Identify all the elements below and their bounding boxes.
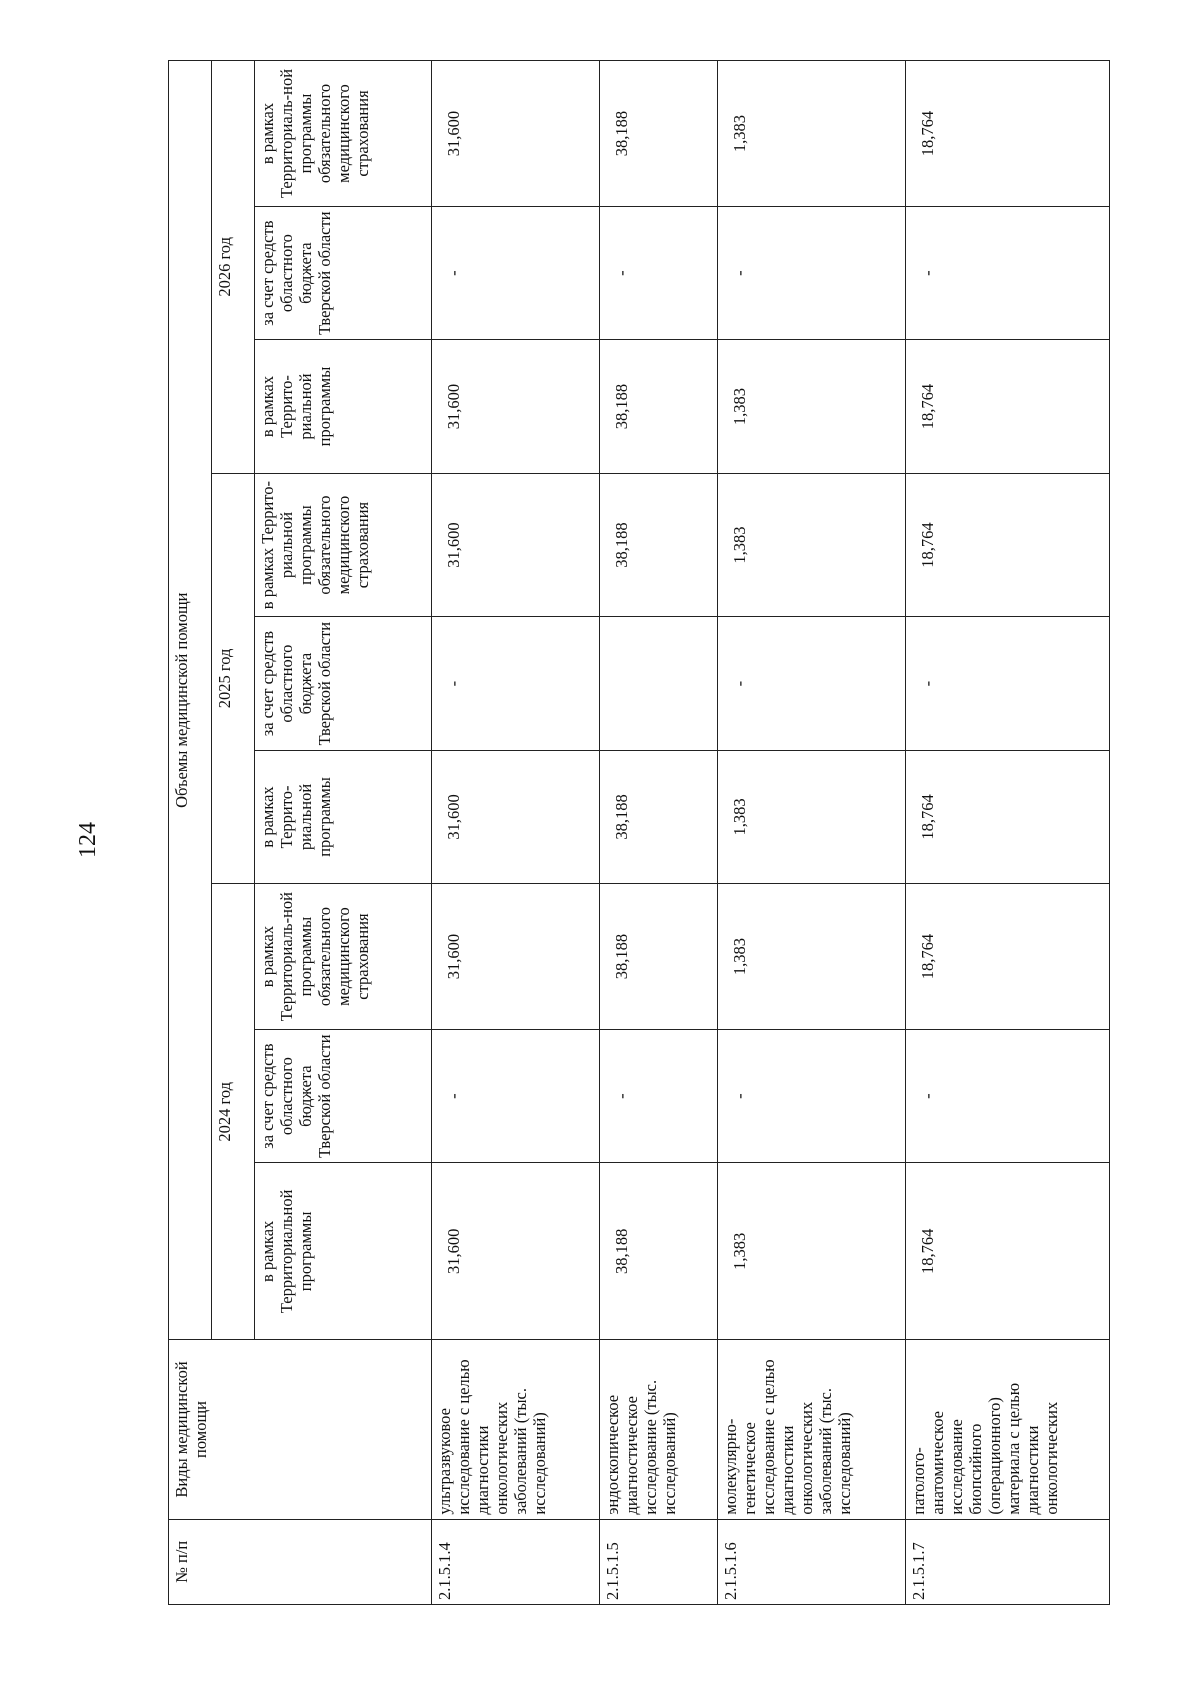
table-row xyxy=(906,61,1110,1605)
value-cell: - xyxy=(718,1029,906,1162)
value-cell: 1,383 xyxy=(718,1163,906,1340)
table-row xyxy=(432,61,600,1605)
value-cell: - xyxy=(432,206,600,339)
header-sub: в рамках Территориаль-ной программы обязательного медицинского страхования xyxy=(255,61,432,207)
value-cell: 1,383 xyxy=(718,340,906,473)
value-cell: 31,600 xyxy=(432,473,600,617)
row-name: эндоскопическое диагностическое исследование (тыс. исследований) xyxy=(600,1340,718,1519)
value-cell: 18,764 xyxy=(906,884,1110,1030)
value-cell: 38,188 xyxy=(600,884,718,1030)
header-sub: за счет средств областного бюджета Тверской области xyxy=(255,1029,432,1162)
header-sub: в рамках Территориальной программы xyxy=(255,1163,432,1340)
value-cell: 31,600 xyxy=(432,61,600,207)
value-cell: 18,764 xyxy=(906,750,1110,883)
header-sub: в рамках Террито-риальной программы xyxy=(255,340,432,473)
header-year-2025: 2025 год xyxy=(212,473,255,883)
table-row xyxy=(718,61,906,1605)
value-cell: 18,764 xyxy=(906,1163,1110,1340)
header-sub: за счет средств областного бюджета Тверской области xyxy=(255,617,432,750)
header-sub: за счет средств областного бюджета Тверской области xyxy=(255,206,432,339)
row-name: молекулярно-генетическое исследование с целью диагностики онкологических заболеваний (тыс. исследований) xyxy=(718,1340,906,1519)
value-cell: - xyxy=(600,1029,718,1162)
header-sub: в рамках Террито-риальной программы обязательного медицинского страхования xyxy=(255,473,432,617)
value-cell: 18,764 xyxy=(906,473,1110,617)
header-sub: в рамках Территориаль-ной программы обязательного медицинского страхования xyxy=(255,884,432,1030)
value-cell: - xyxy=(906,206,1110,339)
value-cell: 38,188 xyxy=(600,340,718,473)
value-cell: 31,600 xyxy=(432,340,600,473)
value-cell: 18,764 xyxy=(906,61,1110,207)
value-cell: - xyxy=(906,1029,1110,1162)
value-cell: - xyxy=(718,617,906,750)
value-cell: - xyxy=(906,617,1110,750)
value-cell: - xyxy=(600,206,718,339)
value-cell: 31,600 xyxy=(432,750,600,883)
header-group-title: Объемы медицинской помощи xyxy=(169,61,212,1340)
table-row xyxy=(600,61,718,1605)
row-name: патолого-анатомическое исследование биопсийного (операционного) материала с целью диагностики онкологических xyxy=(906,1340,1110,1519)
value-cell: 1,383 xyxy=(718,750,906,883)
value-cell: 38,188 xyxy=(600,473,718,617)
header-year-2024: 2024 год xyxy=(212,884,255,1340)
row-number: 2.1.5.1.7 xyxy=(906,1519,1110,1604)
row-number: 2.1.5.1.6 xyxy=(718,1519,906,1604)
page-number: 124 xyxy=(75,822,101,858)
row-number: 2.1.5.1.4 xyxy=(432,1519,600,1604)
value-cell: 31,600 xyxy=(432,884,600,1030)
value-cell: 38,188 xyxy=(600,750,718,883)
value-cell xyxy=(600,617,718,750)
value-cell: 1,383 xyxy=(718,61,906,207)
medical-volumes-table xyxy=(168,60,1110,1605)
value-cell: 18,764 xyxy=(906,340,1110,473)
header-year-2026: 2026 год xyxy=(212,61,255,474)
value-cell: 31,600 xyxy=(432,1163,600,1340)
value-cell: 1,383 xyxy=(718,884,906,1030)
value-cell: - xyxy=(432,1029,600,1162)
header-kind: Виды медицинской помощи xyxy=(169,1340,432,1519)
value-cell: 38,188 xyxy=(600,1163,718,1340)
value-cell: - xyxy=(432,617,600,750)
header-sub: в рамках Террито-риальной программы xyxy=(255,750,432,883)
value-cell: - xyxy=(718,206,906,339)
value-cell: 38,188 xyxy=(600,61,718,207)
row-name: ультразвуковое исследование с целью диагностики онкологических заболеваний (тыс. исследований) xyxy=(432,1340,600,1519)
header-num: № п/п xyxy=(169,1519,432,1604)
value-cell: 1,383 xyxy=(718,473,906,617)
row-number: 2.1.5.1.5 xyxy=(600,1519,718,1604)
rotated-table-wrapper xyxy=(168,60,1110,1605)
